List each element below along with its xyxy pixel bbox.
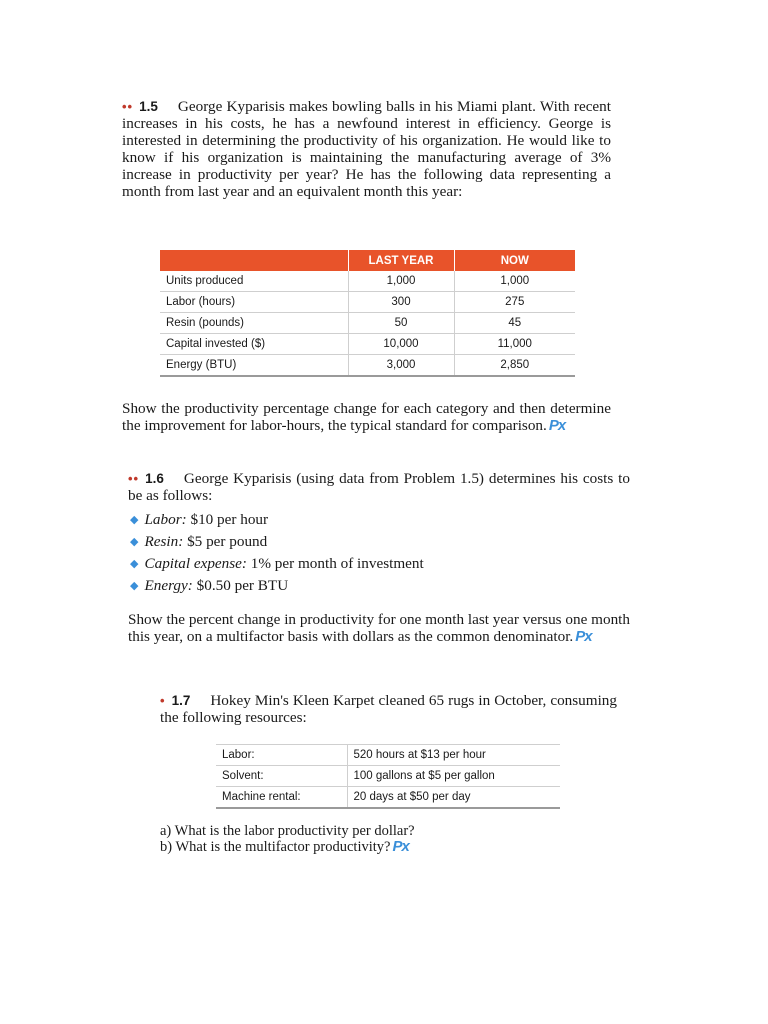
problem-1-5-question: [122, 400, 611, 434]
problem-number: 1.5: [139, 99, 158, 114]
px-logo-icon: Px: [548, 417, 566, 434]
last-year-value: 300: [348, 292, 454, 313]
header-last-year: LAST YEAR: [348, 250, 454, 271]
now-value: 45: [454, 313, 575, 334]
last-year-value: 50: [348, 313, 454, 334]
table-header-row: [160, 250, 575, 271]
list-item: [130, 509, 630, 531]
problem-1-5-text: [122, 98, 611, 200]
problem-statement: George Kyparisis (using data from Problem 1.5) determines his costs to be as follows:: [128, 470, 630, 504]
difficulty-dots: ••: [122, 99, 134, 114]
cost-list: [130, 509, 630, 597]
cost-label: Resin:: [144, 533, 184, 550]
now-value: 275: [454, 292, 575, 313]
row-label: Energy (BTU): [160, 355, 348, 377]
list-item: [130, 531, 630, 553]
table-row: [216, 766, 560, 787]
problem-1-7-questions: [160, 823, 620, 855]
problem-1-7-text: [160, 692, 617, 726]
resource-label: Machine rental:: [216, 787, 347, 809]
header-empty: [160, 250, 348, 271]
table-row: [216, 745, 560, 766]
px-logo-icon: Px: [575, 628, 592, 645]
bullet-icon: ◆: [130, 580, 139, 592]
problem-number: 1.6: [145, 471, 164, 486]
productivity-data-table: [160, 250, 575, 377]
resource-value: 20 days at $50 per day: [347, 787, 560, 809]
difficulty-dots: ••: [128, 471, 140, 486]
cost-label: Energy:: [144, 577, 193, 594]
bullet-icon: ◆: [130, 514, 139, 526]
problem-1-6-text: [128, 470, 630, 504]
now-value: 1,000: [454, 271, 575, 292]
row-label: Capital invested ($): [160, 334, 348, 355]
cost-value: $0.50 per BTU: [196, 577, 289, 594]
last-year-value: 1,000: [348, 271, 454, 292]
question-b: b) What is the multifactor productivity?: [160, 839, 391, 855]
cost-label: Labor:: [144, 511, 187, 528]
row-label: Resin (pounds): [160, 313, 348, 334]
table-row: [160, 271, 575, 292]
resource-label: Solvent:: [216, 766, 347, 787]
header-now: NOW: [454, 250, 575, 271]
list-item: [130, 575, 630, 597]
last-year-value: 3,000: [348, 355, 454, 377]
table-row: [160, 355, 575, 377]
now-value: 11,000: [454, 334, 575, 355]
cost-value: $10 per hour: [190, 511, 269, 528]
cost-value: $5 per pound: [187, 533, 268, 550]
bullet-icon: ◆: [130, 558, 139, 570]
now-value: 2,850: [454, 355, 575, 377]
resource-value: 100 gallons at $5 per gallon: [347, 766, 560, 787]
resource-label: Labor:: [216, 745, 347, 766]
problem-number: 1.7: [171, 693, 191, 708]
difficulty-dots: •: [160, 693, 166, 708]
bullet-icon: ◆: [130, 536, 139, 548]
list-item: [130, 553, 630, 575]
table-row: [216, 787, 560, 809]
cost-label: Capital expense:: [144, 555, 247, 572]
question-text: Show the productivity percentage change for each category and then determine the improvement for labor-hours, the typical standard for comparison.: [122, 400, 611, 434]
question-text: Show the percent change in productivity for one month last year versus one month this year, on a multifactor basis with dollars as the common denominator.: [128, 611, 630, 645]
resource-value: 520 hours at $13 per hour: [347, 745, 560, 766]
table-row: [160, 313, 575, 334]
table-row: [160, 334, 575, 355]
question-b-line: [160, 839, 620, 855]
last-year-value: 10,000: [348, 334, 454, 355]
problem-statement: Hokey Min's Kleen Karpet cleaned 65 rugs in October, consuming the following resources:: [160, 692, 617, 726]
question-a: a) What is the labor productivity per dollar?: [160, 823, 415, 839]
row-label: Units produced: [160, 271, 348, 292]
problem-1-6-question: [128, 611, 630, 645]
resources-table: [216, 744, 560, 809]
table-row: [160, 292, 575, 313]
row-label: Labor (hours): [160, 292, 348, 313]
px-logo-icon: Px: [392, 838, 409, 855]
cost-value: 1% per month of investment: [250, 555, 424, 572]
problem-statement: George Kyparisis makes bowling balls in his Miami plant. With recent increases in his costs, he has a newfound interest in efficiency. George is interested in determining the productivity of his organization. He would like to know if his organization is maintaining the manufacturing average of 3% increase in productivity per year? He has the following data representing a month from last year and an equivalent month this year:: [122, 98, 611, 200]
